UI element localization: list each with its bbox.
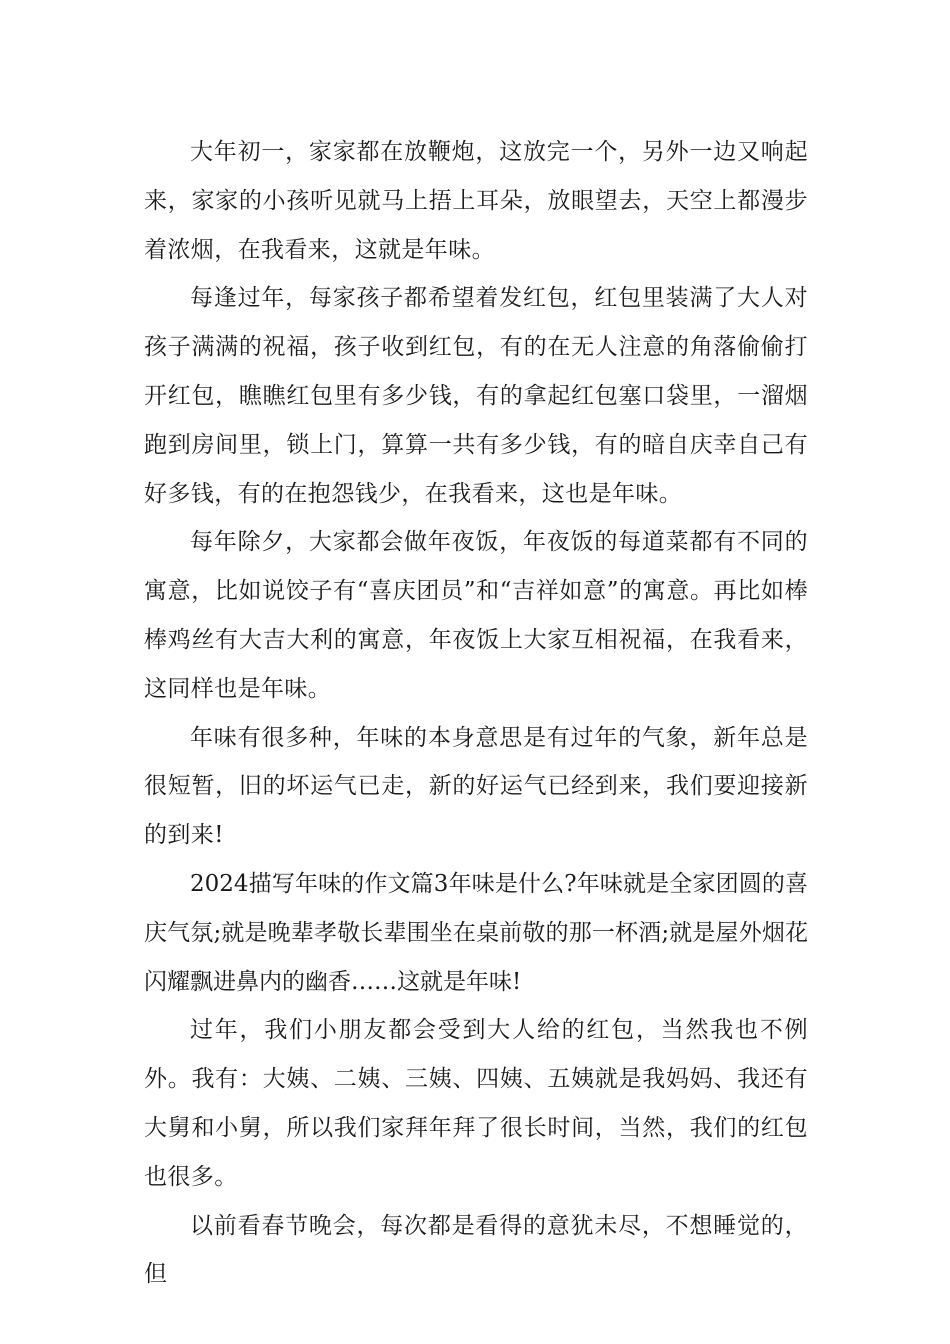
paragraph-7: 以前看春节晚会，每次都是看得的意犹未尽，不想睡觉的，但 bbox=[144, 1212, 808, 1288]
paragraph-6: 过年，我们小朋友都会受到大人给的红包，当然我也不例外。我有：大姨、二姨、三姨、四姨、五姨就是我妈妈、我还有大舅和小舅，所以我们家拜年拜了很长时间，当然，我们的红包也很多。 bbox=[144, 1017, 808, 1190]
paragraph-3: 每年除夕，大家都会做年夜饭，年夜饭的每道菜都有不同的寓意，比如说饺子有“喜庆团员”和“吉祥如意”的寓意。再比如棒棒鸡丝有大吉大利的寓意，年夜饭上大家互相祝福，在我看来，这同样也是年味。 bbox=[144, 529, 808, 702]
paragraph-4: 年味有很多种，年味的本身意思是有过年的气象，新年总是很短暂，旧的坏运气已走，新的好运气已经到来，我们要迎接新的到来! bbox=[144, 724, 808, 849]
paragraph-1: 大年初一，家家都在放鞭炮，这放完一个，另外一边又响起来，家家的小孩听见就马上捂上耳朵，放眼望去，天空上都漫步着浓烟，在我看来，这就是年味。 bbox=[144, 139, 808, 263]
paragraph-5: 2024描写年味的作文篇3年味是什么?年味就是全家团圆的喜庆气氛;就是晚辈孝敬长辈围坐在桌前敬的那一杯酒;就是屋外烟花闪耀飘进鼻内的幽香……这就是年味! bbox=[144, 870, 808, 995]
document-body bbox=[144, 128, 808, 1299]
paragraph-2: 每逢过年，每家孩子都希望着发红包，红包里装满了大人对孩子满满的祝福，孩子收到红包，有的在无人注意的角落偷偷打开红包，瞧瞧红包里有多少钱，有的拿起红包塞口袋里，一溜烟跑到房间里，锁上门，算算一共有多少钱，有的暗自庆幸自己有好多钱，有的在抱怨钱少，在我看来，这也是年味。 bbox=[144, 285, 808, 507]
